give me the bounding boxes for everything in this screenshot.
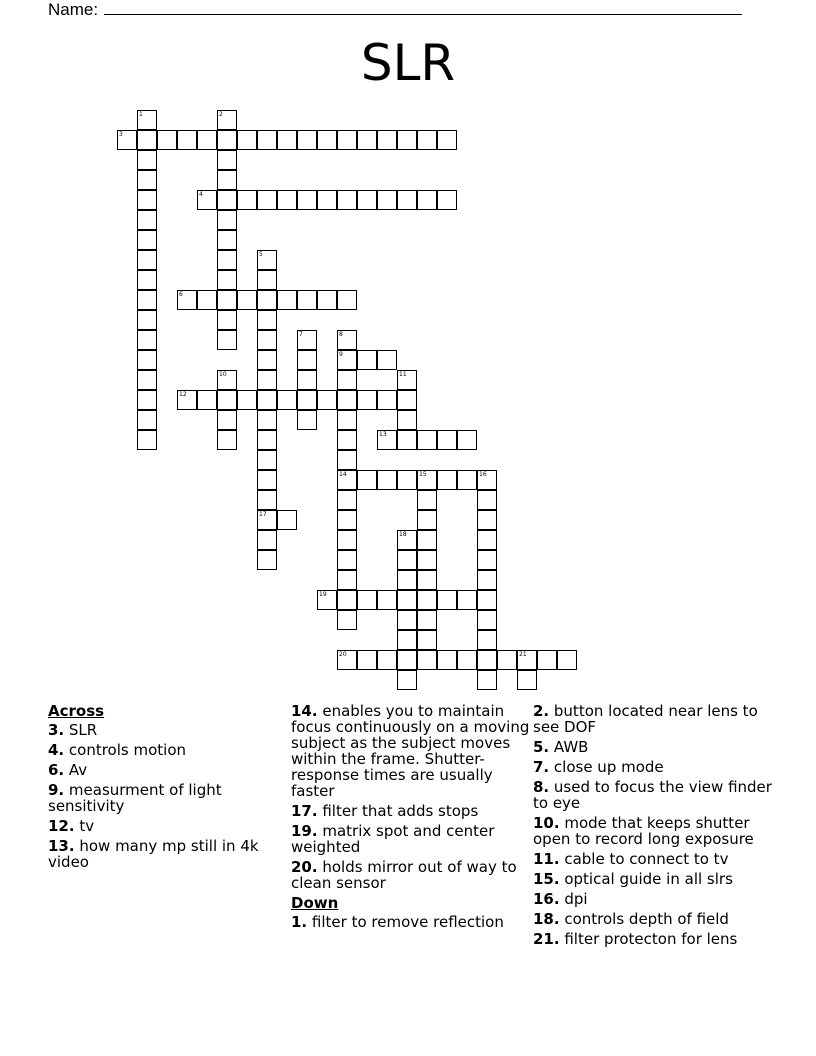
- grid-cell[interactable]: [337, 330, 357, 350]
- grid-cell[interactable]: [397, 670, 417, 690]
- clue-num: 9.: [48, 781, 65, 799]
- grid-cell[interactable]: [177, 390, 197, 410]
- grid-cell[interactable]: [217, 230, 237, 250]
- grid-cell[interactable]: [297, 190, 317, 210]
- clue-item: [533, 871, 773, 887]
- grid-cell[interactable]: [337, 370, 357, 390]
- grid-cell[interactable]: [197, 190, 217, 210]
- grid-cell[interactable]: [417, 630, 437, 650]
- grid-cell[interactable]: [257, 290, 277, 310]
- grid-cell[interactable]: [237, 190, 257, 210]
- grid-cell[interactable]: [237, 130, 257, 150]
- grid-cell[interactable]: [257, 130, 277, 150]
- clue-num: 21.: [533, 930, 560, 948]
- clue-num: 3.: [48, 721, 65, 739]
- clue-item: [533, 931, 773, 947]
- grid-cell[interactable]: [257, 310, 277, 330]
- grid-cell[interactable]: [297, 410, 317, 430]
- grid-cell[interactable]: [137, 390, 157, 410]
- grid-cell[interactable]: [397, 470, 417, 490]
- grid-cell[interactable]: [117, 130, 137, 150]
- grid-cell[interactable]: [257, 270, 277, 290]
- clue-num: 15.: [533, 870, 560, 888]
- grid-cell[interactable]: [477, 550, 497, 570]
- clue-number: 6: [179, 291, 183, 298]
- grid-cell[interactable]: [337, 490, 357, 510]
- grid-cell[interactable]: [397, 370, 417, 390]
- clue-text: filter to remove reflection: [307, 913, 504, 931]
- clue-text: matrix spot and center weighted: [291, 822, 495, 856]
- clue-text: enables you to maintain focus continuously on a moving subject as the subject moves within the frame. Shutter-response times are usually faster: [291, 702, 530, 800]
- clue-item: [291, 914, 531, 930]
- clue-item: [533, 911, 773, 927]
- grid-cell[interactable]: [417, 590, 437, 610]
- clue-text: mode that keeps shutter open to record long exposure: [533, 814, 754, 848]
- grid-cell[interactable]: [457, 430, 477, 450]
- grid-cell[interactable]: [137, 350, 157, 370]
- clues-column-1: [48, 700, 278, 874]
- clue-item: [533, 815, 773, 847]
- grid-cell[interactable]: [297, 390, 317, 410]
- grid-cell[interactable]: [337, 590, 357, 610]
- grid-cell[interactable]: [317, 290, 337, 310]
- clue-num: 18.: [533, 910, 560, 928]
- clue-item: [48, 838, 278, 870]
- grid-cell[interactable]: [217, 190, 237, 210]
- grid-cell[interactable]: [217, 370, 237, 390]
- grid-cell[interactable]: [257, 330, 277, 350]
- grid-cell[interactable]: [477, 570, 497, 590]
- grid-cell[interactable]: [477, 470, 497, 490]
- grid-cell[interactable]: [257, 430, 277, 450]
- clue-num: 14.: [291, 702, 318, 720]
- grid-cell[interactable]: [377, 350, 397, 370]
- clue-number: 1: [139, 111, 143, 118]
- clue-text: filter protecton for lens: [559, 930, 738, 948]
- grid-cell[interactable]: [477, 670, 497, 690]
- grid-cell[interactable]: [337, 390, 357, 410]
- name-label: Name:: [48, 0, 99, 19]
- clue-item: [533, 759, 773, 775]
- clue-number: 9: [339, 351, 343, 358]
- grid-cell[interactable]: [257, 530, 277, 550]
- grid-cell[interactable]: [137, 170, 157, 190]
- grid-cell[interactable]: [477, 530, 497, 550]
- grid-cell[interactable]: [397, 530, 417, 550]
- clue-num: 12.: [48, 817, 75, 835]
- clue-item: [291, 823, 531, 855]
- clue-number: 15: [419, 471, 427, 478]
- clue-number: 21: [519, 651, 527, 658]
- grid-cell[interactable]: [217, 110, 237, 130]
- grid-cell[interactable]: [317, 590, 337, 610]
- clue-text: SLR: [64, 721, 98, 739]
- puzzle-title: SLR: [360, 34, 456, 92]
- grid-cell[interactable]: [517, 650, 537, 670]
- grid-cell[interactable]: [377, 650, 397, 670]
- grid-cell[interactable]: [377, 590, 397, 610]
- grid-cell[interactable]: [417, 610, 437, 630]
- grid-cell[interactable]: [137, 250, 157, 270]
- clue-text: measurment of light sensitivity: [48, 781, 222, 815]
- grid-cell[interactable]: [337, 350, 357, 370]
- grid-cell[interactable]: [437, 590, 457, 610]
- grid-cell[interactable]: [337, 190, 357, 210]
- grid-cell[interactable]: [337, 290, 357, 310]
- clue-item: [48, 782, 278, 814]
- grid-cell[interactable]: [437, 190, 457, 210]
- clue-text: used to focus the view finder to eye: [533, 778, 772, 812]
- clue-number: 19: [319, 591, 327, 598]
- clue-item: [48, 762, 278, 778]
- clue-text: Av: [64, 761, 88, 779]
- grid-cell[interactable]: [557, 650, 577, 670]
- clue-number: 10: [219, 371, 227, 378]
- grid-cell[interactable]: [257, 370, 277, 390]
- clue-text: optical guide in all slrs: [559, 870, 733, 888]
- grid-cell[interactable]: [137, 110, 157, 130]
- grid-cell[interactable]: [357, 650, 377, 670]
- grid-cell[interactable]: [137, 150, 157, 170]
- grid-cell[interactable]: [297, 130, 317, 150]
- clue-num: 13.: [48, 837, 75, 855]
- grid-cell[interactable]: [237, 390, 257, 410]
- grid-cell[interactable]: [517, 670, 537, 690]
- grid-cell[interactable]: [357, 470, 377, 490]
- grid-cell[interactable]: [137, 430, 157, 450]
- grid-cell[interactable]: [377, 390, 397, 410]
- grid-cell[interactable]: [397, 410, 417, 430]
- clue-text: filter that adds stops: [317, 802, 479, 820]
- grid-cell[interactable]: [377, 130, 397, 150]
- grid-cell[interactable]: [337, 410, 357, 430]
- clue-text: tv: [74, 817, 95, 835]
- clue-number: 2: [219, 111, 223, 118]
- grid-cell[interactable]: [317, 130, 337, 150]
- grid-cell[interactable]: [217, 410, 237, 430]
- clue-num: 5.: [533, 738, 550, 756]
- grid-cell[interactable]: [477, 490, 497, 510]
- grid-cell[interactable]: [257, 190, 277, 210]
- grid-cell[interactable]: [217, 210, 237, 230]
- clue-item: [533, 779, 773, 811]
- clue-item: [48, 722, 278, 738]
- grid-cell[interactable]: [297, 330, 317, 350]
- grid-cell[interactable]: [297, 370, 317, 390]
- grid-cell[interactable]: [217, 130, 237, 150]
- grid-cell[interactable]: [257, 390, 277, 410]
- clue-text: how many mp still in 4k video: [48, 837, 259, 871]
- grid-cell[interactable]: [417, 550, 437, 570]
- grid-cell[interactable]: [417, 490, 437, 510]
- grid-cell[interactable]: [257, 550, 277, 570]
- grid-cell[interactable]: [477, 630, 497, 650]
- clue-number: 12: [179, 391, 187, 398]
- grid-cell[interactable]: [477, 590, 497, 610]
- grid-cell[interactable]: [357, 350, 377, 370]
- clue-number: 11: [399, 371, 407, 378]
- clue-text: AWB: [549, 738, 589, 756]
- clue-number: 13: [379, 431, 387, 438]
- grid-cell[interactable]: [497, 650, 517, 670]
- grid-cell[interactable]: [137, 370, 157, 390]
- clue-item: [291, 859, 531, 891]
- grid-cell[interactable]: [137, 330, 157, 350]
- grid-cell[interactable]: [257, 470, 277, 490]
- clue-item: [291, 803, 531, 819]
- clue-item: [533, 891, 773, 907]
- grid-cell[interactable]: [337, 450, 357, 470]
- clue-number: 4: [199, 191, 203, 198]
- clue-item: [533, 703, 773, 735]
- clue-num: 10.: [533, 814, 560, 832]
- grid-cell[interactable]: [137, 130, 157, 150]
- grid-cell[interactable]: [417, 650, 437, 670]
- clues-column-3: [533, 700, 773, 951]
- grid-cell[interactable]: [257, 450, 277, 470]
- grid-cell[interactable]: [457, 590, 477, 610]
- grid-cell[interactable]: [377, 470, 397, 490]
- down-header: Down: [291, 894, 339, 912]
- grid-cell[interactable]: [397, 590, 417, 610]
- clue-text: controls motion: [64, 741, 187, 759]
- grid-cell[interactable]: [177, 290, 197, 310]
- grid-cell[interactable]: [337, 550, 357, 570]
- clue-num: 19.: [291, 822, 318, 840]
- clue-text: button located near lens to see DOF: [533, 702, 758, 736]
- grid-cell[interactable]: [317, 390, 337, 410]
- grid-cell[interactable]: [197, 390, 217, 410]
- grid-cell[interactable]: [217, 390, 237, 410]
- grid-cell[interactable]: [377, 190, 397, 210]
- clue-number: 7: [299, 331, 303, 338]
- grid-cell[interactable]: [417, 430, 437, 450]
- grid-cell[interactable]: [457, 470, 477, 490]
- grid-cell[interactable]: [257, 350, 277, 370]
- clue-num: 8.: [533, 778, 550, 796]
- grid-cell[interactable]: [417, 530, 437, 550]
- grid-cell[interactable]: [397, 650, 417, 670]
- grid-cell[interactable]: [397, 390, 417, 410]
- clue-item: [48, 742, 278, 758]
- grid-cell[interactable]: [277, 190, 297, 210]
- grid-cell[interactable]: [137, 190, 157, 210]
- grid-cell[interactable]: [397, 190, 417, 210]
- grid-cell[interactable]: [277, 390, 297, 410]
- grid-cell[interactable]: [297, 290, 317, 310]
- grid-cell[interactable]: [337, 650, 357, 670]
- across-header: Across: [48, 702, 105, 720]
- grid-cell[interactable]: [337, 610, 357, 630]
- grid-cell[interactable]: [437, 470, 457, 490]
- clue-text: dpi: [559, 890, 588, 908]
- grid-cell[interactable]: [137, 310, 157, 330]
- grid-cell[interactable]: [397, 550, 417, 570]
- clue-item: [48, 818, 278, 834]
- clue-num: 20.: [291, 858, 318, 876]
- clue-num: 2.: [533, 702, 550, 720]
- grid-cell[interactable]: [417, 570, 437, 590]
- grid-cell[interactable]: [277, 130, 297, 150]
- grid-cell[interactable]: [297, 350, 317, 370]
- clue-number: 18: [399, 531, 407, 538]
- grid-cell[interactable]: [417, 510, 437, 530]
- grid-cell[interactable]: [197, 290, 217, 310]
- clue-text: cable to connect to tv: [559, 850, 729, 868]
- clue-number: 3: [119, 131, 123, 138]
- grid-cell[interactable]: [217, 150, 237, 170]
- grid-cell[interactable]: [177, 130, 197, 150]
- grid-cell[interactable]: [337, 470, 357, 490]
- clue-number: 5: [259, 251, 263, 258]
- grid-cell[interactable]: [337, 570, 357, 590]
- clue-item: [533, 851, 773, 867]
- grid-cell[interactable]: [337, 130, 357, 150]
- grid-cell[interactable]: [397, 630, 417, 650]
- grid-cell[interactable]: [397, 430, 417, 450]
- grid-cell[interactable]: [217, 430, 237, 450]
- grid-cell[interactable]: [137, 270, 157, 290]
- grid-cell[interactable]: [217, 330, 237, 350]
- grid-cell[interactable]: [477, 510, 497, 530]
- grid-cell[interactable]: [277, 510, 297, 530]
- grid-cell[interactable]: [257, 510, 277, 530]
- grid-cell[interactable]: [417, 130, 437, 150]
- grid-cell[interactable]: [217, 310, 237, 330]
- grid-cell[interactable]: [457, 650, 477, 670]
- grid-cell[interactable]: [357, 190, 377, 210]
- grid-cell[interactable]: [137, 230, 157, 250]
- clue-num: 17.: [291, 802, 318, 820]
- clue-number: 8: [339, 331, 343, 338]
- grid-cell[interactable]: [137, 410, 157, 430]
- clue-num: 16.: [533, 890, 560, 908]
- grid-cell[interactable]: [257, 250, 277, 270]
- clue-number: 20: [339, 651, 347, 658]
- grid-cell[interactable]: [397, 610, 417, 630]
- clue-num: 6.: [48, 761, 65, 779]
- grid-cell[interactable]: [397, 130, 417, 150]
- grid-cell[interactable]: [417, 470, 437, 490]
- clue-num: 7.: [533, 758, 550, 776]
- grid-cell[interactable]: [357, 130, 377, 150]
- grid-cell[interactable]: [537, 650, 557, 670]
- grid-cell[interactable]: [277, 290, 297, 310]
- clue-num: 1.: [291, 913, 308, 931]
- clue-number: 17: [259, 511, 267, 518]
- clue-text: controls depth of field: [559, 910, 729, 928]
- grid-cell[interactable]: [337, 430, 357, 450]
- grid-cell[interactable]: [437, 430, 457, 450]
- grid-cell[interactable]: [317, 190, 337, 210]
- grid-cell[interactable]: [257, 410, 277, 430]
- grid-cell[interactable]: [217, 250, 237, 270]
- grid-cell[interactable]: [357, 390, 377, 410]
- clue-number: 16: [479, 471, 487, 478]
- grid-cell[interactable]: [417, 190, 437, 210]
- grid-cell[interactable]: [257, 490, 277, 510]
- grid-cell[interactable]: [477, 650, 497, 670]
- clue-item: [291, 703, 531, 799]
- grid-cell[interactable]: [217, 270, 237, 290]
- grid-cell[interactable]: [357, 590, 377, 610]
- grid-cell[interactable]: [137, 210, 157, 230]
- grid-cell[interactable]: [217, 290, 237, 310]
- grid-cell[interactable]: [217, 170, 237, 190]
- clue-text: close up mode: [549, 758, 664, 776]
- grid-cell[interactable]: [337, 510, 357, 530]
- clue-item: [533, 739, 773, 755]
- grid-cell[interactable]: [477, 610, 497, 630]
- grid-cell[interactable]: [437, 650, 457, 670]
- grid-cell[interactable]: [337, 530, 357, 550]
- clue-num: 4.: [48, 741, 65, 759]
- grid-cell[interactable]: [397, 570, 417, 590]
- grid-cell[interactable]: [197, 130, 217, 150]
- grid-cell[interactable]: [377, 430, 397, 450]
- clue-num: 11.: [533, 850, 560, 868]
- grid-cell[interactable]: [437, 130, 457, 150]
- grid-cell[interactable]: [237, 290, 257, 310]
- clues-column-2: [291, 700, 531, 934]
- grid-cell[interactable]: [157, 130, 177, 150]
- clue-number: 14: [339, 471, 347, 478]
- clue-text: holds mirror out of way to clean sensor: [291, 858, 517, 892]
- grid-cell[interactable]: [137, 290, 157, 310]
